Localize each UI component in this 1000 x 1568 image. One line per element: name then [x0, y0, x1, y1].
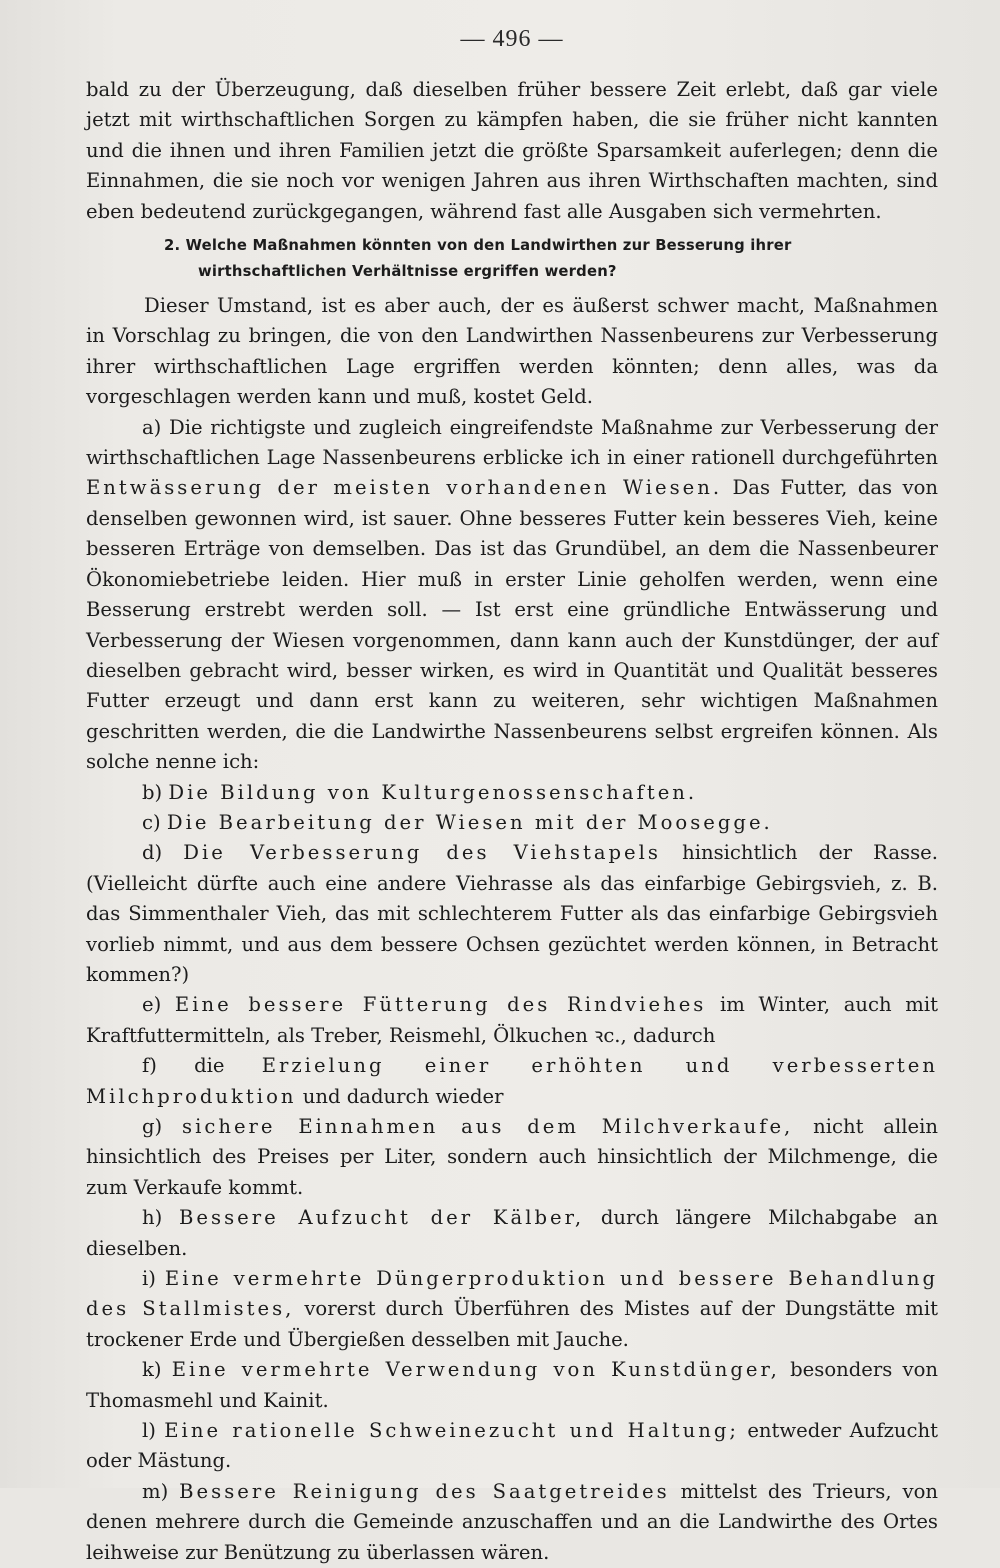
- item-text: nicht allein hinsichtlich des Preises per Liter, sondern auch hinsichtlich der Milchmenge, die zum Verkaufe kommt.: [86, 1115, 939, 1199]
- item-emphasis: Bessere Reinigung des Saatgetreides: [179, 1479, 670, 1503]
- list-item-i: [86, 1264, 938, 1355]
- item-text: hinsichtlich der Rasse. (Vielleicht dürfte auch eine andere Viehrasse als das einfarbige Gebirgsvieh, z. B. das Simmenthaler Vieh, das mit schlechterem Futter als das einfarbige Gebirgsvieh vorlieb nimmt, und aus dem bessere Ochsen gezüchtet werden können, in Betracht kommen?): [86, 841, 938, 986]
- list-item-l: [86, 1416, 938, 1477]
- list-item-m: [86, 1477, 938, 1568]
- item-label: c): [142, 810, 161, 834]
- item-text: entweder Aufzucht oder Mästung.: [86, 1419, 939, 1473]
- item-label: g): [142, 1115, 163, 1138]
- item-emphasis: Entwässerung der meisten vorhandenen Wiesen.: [86, 476, 723, 500]
- list-item-c: [86, 808, 938, 838]
- answer-paragraph: Dieser Umstand, ist es aber auch, der es äußerst schwer macht, Maßnahmen in Vorschlag zu bringen, die von den Landwirthen Nassenbeurens zur Verbesserung ihrer wirthschaftlichen Lage ergriffen werden könnten; denn alles, was da vorgeschlagen werden kann und muß, kostet Geld.: [86, 294, 938, 409]
- item-emphasis: Eine rationelle Schweinezucht und Haltung;: [164, 1419, 739, 1443]
- item-label: e): [142, 993, 162, 1017]
- list-item-d: [86, 838, 938, 990]
- item-text: besonders von Thomasmehl und Kainit.: [86, 1358, 938, 1412]
- item-label: i): [142, 1267, 156, 1291]
- item-emphasis: Bessere Aufzucht der Kälber,: [179, 1206, 585, 1230]
- item-text: vorerst durch Überführen des Mistes auf der Dungstätte mit trockener Erde und Übergießen desselben mit Jauche.: [86, 1297, 938, 1351]
- list-item-h: [86, 1203, 938, 1264]
- item-emphasis: sichere Einnahmen aus dem Milchverkaufe,: [182, 1115, 794, 1138]
- list-item-g: [86, 1112, 938, 1203]
- item-label: k): [142, 1358, 162, 1382]
- item-label: f): [142, 1054, 157, 1078]
- list-item-e: [86, 990, 938, 1051]
- item-emphasis: Die Bildung von Kulturgenossenschaften.: [168, 780, 698, 804]
- item-text: und dadurch wieder: [302, 1084, 504, 1108]
- page-number: — 496 —: [460, 26, 564, 52]
- item-label: d): [142, 841, 163, 865]
- item-label: h): [142, 1206, 163, 1230]
- list-item-b: [86, 778, 938, 808]
- item-emphasis: Eine bessere Fütterung des Rindviehes: [174, 993, 707, 1017]
- list-item-f: [86, 1051, 938, 1112]
- item-text: Das Futter, das von denselben gewonnen wird, ist sauer. Ohne besseres Futter kein besseres Vieh, keine besseren Erträge von demselben. Das ist das Grundübel, an dem die Nassenbeurer Ökonomiebetriebe leiden. Hier muß in erster Linie geholfen werden, wenn eine Besserung erstrebt werden soll. — Ist erst eine gründliche Entwässerung und Verbesserung der Wiesen vorgenommen, dann kann auch der Kunstdünger, der auf dieselben gebracht wird, besser wirken, es wird in Quantität und Qualität besseres Futter erzeugt und dann erst kann zu weiteren, sehr wichtigen Maßnahmen geschritten werden, die die Landwirthe Nassenbeurens selbst ergreifen können. Als solche nenne ich:: [86, 476, 938, 774]
- question-heading: 2. Welche Maßnahmen könnten von den Landwirthen zur Besserung ihrer wirthschaftlichen Verhältnisse ergriffen werden?: [164, 237, 792, 281]
- item-label: a): [142, 415, 162, 439]
- item-text: durch längere Milchabgabe an dieselben.: [86, 1206, 938, 1260]
- item-label: m): [142, 1479, 169, 1503]
- list-item-k: [86, 1355, 938, 1416]
- item-text: im Winter, auch mit Kraftfuttermitteln, als Treber, Reismehl, Ölkuchen ꝛc., dadurch: [86, 993, 938, 1047]
- item-label: l): [142, 1419, 156, 1443]
- item-emphasis: Eine vermehrte Verwendung von Kunstdünger,: [171, 1358, 780, 1382]
- item-emphasis: Die Verbesserung des Viehstapels: [183, 841, 661, 865]
- item-label: b): [142, 780, 163, 804]
- item-emphasis: Eine vermehrte Düngerproduktion und bessere Behandlung des Stallmistes,: [86, 1267, 938, 1321]
- list-item-a: [86, 413, 938, 778]
- item-emphasis: Erzielung einer erhöhten und verbesserten Milchproduktion: [86, 1054, 938, 1108]
- item-text: mittelst des Trieurs, von denen mehrere durch die Gemeinde anzuschaffen und an die Landwirthe des Ortes leihweise zur Benützung zu überlassen wären.: [86, 1479, 938, 1564]
- intro-paragraph: bald zu der Überzeugung, daß dieselben früher bessere Zeit erlebt, daß gar viele jetzt mit wirthschaftlichen Sorgen zu kämpfen haben, die sie früher nicht kannten und die ihnen und ihren Familien jetzt die größte Sparsamkeit auferlegen; denn die Einnahmen, die sie noch vor wenigen Jahren aus ihren Wirthschaften machten, sind eben bedeutend zurückgegangen, während fast alle Ausgaben sich vermehrten.: [86, 78, 938, 223]
- item-text: die: [194, 1054, 225, 1078]
- item-text: Die richtigste und zugleich eingreifendste Maßnahme zur Verbesserung der wirthschaftlichen Lage Nassenbeurens erblicke ich in einer rationell durchgeführten: [86, 415, 938, 470]
- item-emphasis: Die Bearbeitung der Wiesen mit der Moosegge.: [166, 810, 773, 834]
